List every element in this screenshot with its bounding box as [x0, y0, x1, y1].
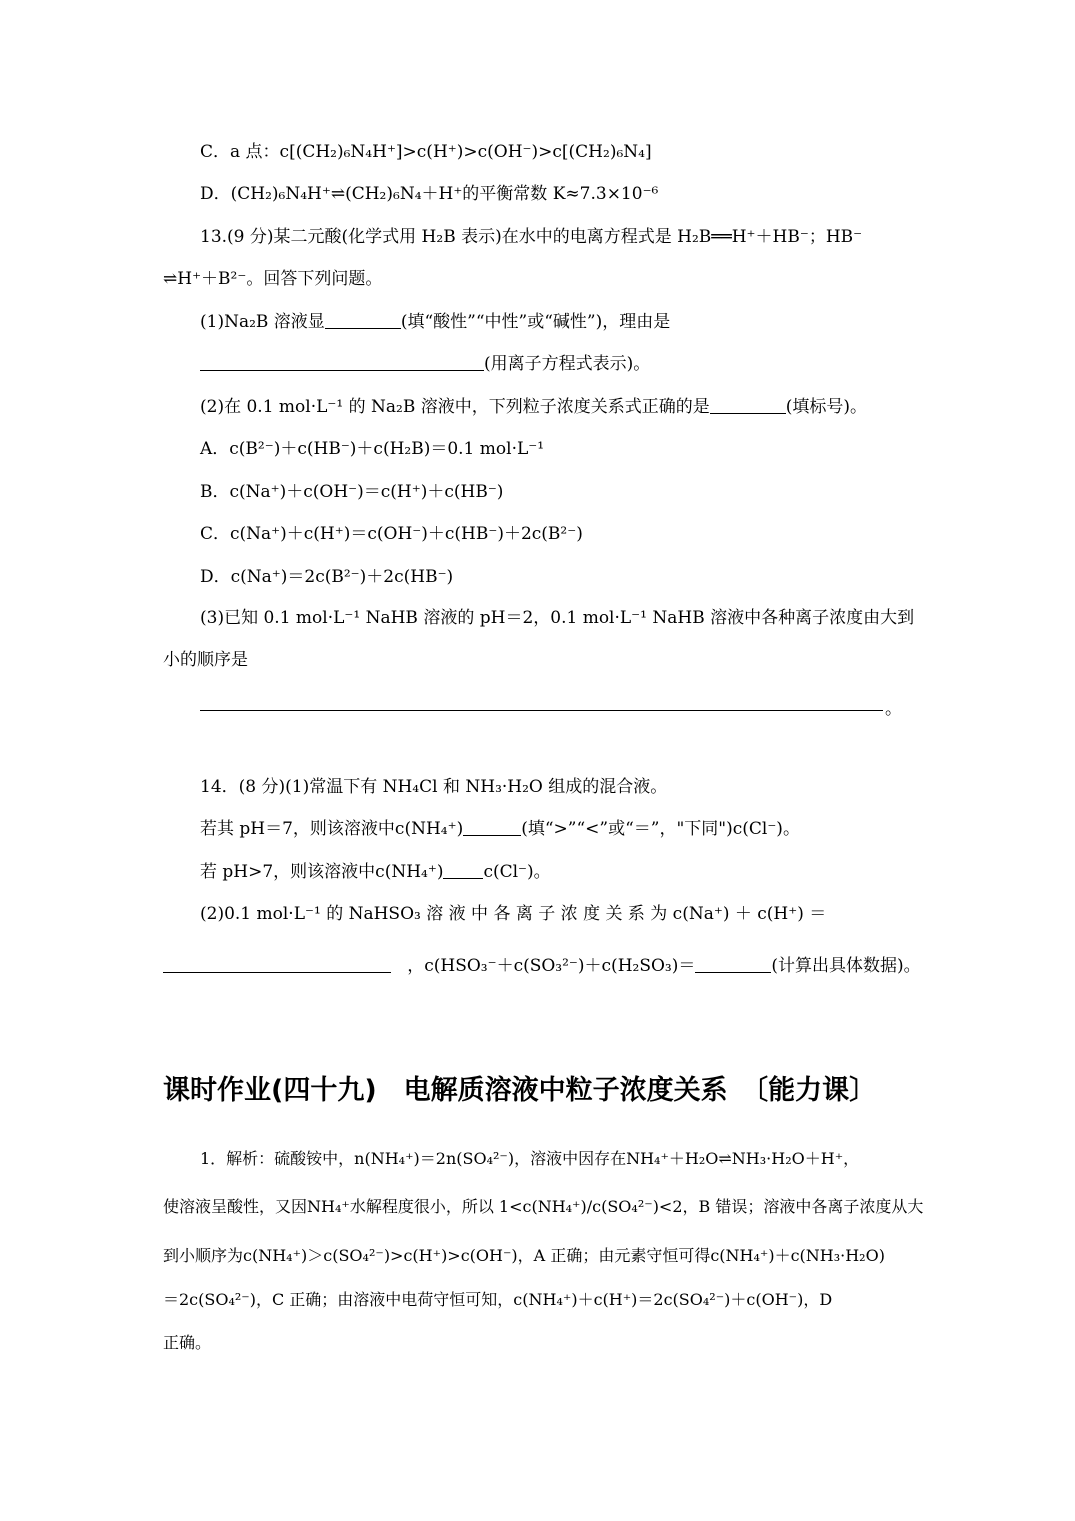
- answer-line-2: 使溶液呈酸性，又因NH₄⁺水解程度很小，所以 1<c(NH₄⁺)/c(SO₄²⁻)<2，B 错误；溶液中各离子浓度从大: [163, 1197, 924, 1216]
- section-heading: 课时作业(四十九) 电解质溶液中粒子浓度关系 〔能力课〕: [163, 1075, 877, 1106]
- question-13-part2: [200, 396, 867, 418]
- question-14-stem: 14．(8 分)(1)常温下有 NH₄Cl 和 NH₃·H₂O 组成的混合液。: [200, 777, 668, 797]
- text: (填标号)。: [785, 397, 867, 417]
- answer-blank: [463, 819, 521, 836]
- answer-blank: [710, 397, 786, 414]
- question-14-line3: [200, 861, 551, 883]
- question-13-stem-cont: ⇌H⁺＋B²⁻。回答下列问题。: [163, 269, 383, 289]
- text: (用离子方程式表示)。: [484, 354, 651, 374]
- option-d-q12: D．(CH₂)₆N₄H⁺⇌(CH₂)₆N₄＋H⁺的平衡常数 K≈7.3×10⁻⁶: [200, 184, 659, 204]
- answer-blank: [163, 956, 391, 973]
- option-b: B．c(Na⁺)＋c(OH⁻)＝c(H⁺)＋c(HB⁻): [200, 482, 504, 502]
- option-c-q12: C．a 点：c[(CH₂)₆N₄H⁺]>c(H⁺)>c(OH⁻)>c[(CH₂)₆N₄]: [200, 142, 652, 162]
- text: c(Cl⁻)。: [483, 862, 551, 882]
- question-13-part1-line2: [200, 353, 650, 375]
- text: (2)在 0.1 mol·L⁻¹ 的 Na₂B 溶液中，下列粒子浓度关系式正确的是: [200, 397, 710, 417]
- question-14-part2: (2)0.1 mol·L⁻¹ 的 NaHSO₃ 溶 液 中 各 离 子 浓 度 关 系 为 c(Na⁺) ＋ c(H⁺) ＝: [200, 904, 827, 924]
- text: (计算出具体数据)。: [771, 956, 921, 976]
- question-13-stem: 13.(9 分)某二元酸(化学式用 H₂B 表示)在水中的电离方程式是 H₂B══H⁺＋HB⁻；HB⁻: [200, 227, 863, 247]
- answer-line-5: 正确。: [163, 1333, 212, 1352]
- question-14-line2: [200, 818, 800, 840]
- period-mark: 。: [885, 699, 902, 719]
- text: ，c(HSO₃⁻＋c(SO₃²⁻)＋c(H₂SO₃)＝: [407, 956, 696, 976]
- answer-blank: [200, 354, 484, 371]
- question-13-part3: (3)已知 0.1 mol·L⁻¹ NaHB 溶液的 pH＝2，0.1 mol·L⁻¹ NaHB 溶液中各种离子浓度由大到: [200, 608, 915, 628]
- text: (1)Na₂B 溶液显: [200, 312, 325, 332]
- answer-blank: [325, 312, 401, 329]
- question-13-part1-line1: [200, 311, 670, 333]
- question-14-part2-cont: [163, 955, 921, 977]
- text: 若其 pH＝7，则该溶液中c(NH₄⁺): [200, 819, 464, 839]
- text: (填“>”“<”或“＝”，"下同")c(Cl⁻)。: [521, 819, 800, 839]
- option-c: C．c(Na⁺)＋c(H⁺)＝c(OH⁻)＋c(HB⁻)＋2c(B²⁻): [200, 524, 583, 544]
- text: (填“酸性”“中性”或“碱性”)，理由是: [400, 312, 671, 332]
- question-13-part3-cont: 小的顺序是: [163, 650, 248, 670]
- answer-blank: [443, 862, 483, 879]
- answer-line-3: 到小顺序为c(NH₄⁺)＞c(SO₄²⁻)>c(H⁺)>c(OH⁻)，A 正确；由元素守恒可得c(NH₄⁺)＋c(NH₃·H₂O): [163, 1246, 885, 1265]
- option-d: D．c(Na⁺)＝2c(B²⁻)＋2c(HB⁻): [200, 567, 454, 587]
- text: 若 pH>7，则该溶液中c(NH₄⁺): [200, 862, 444, 882]
- answer-line-4: ＝2c(SO₄²⁻)，C 正确；由溶液中电荷守恒可知，c(NH₄⁺)＋c(H⁺)＝2c(SO₄²⁻)＋c(OH⁻)，D: [163, 1290, 833, 1309]
- answer-blank: [695, 956, 771, 973]
- answer-line: [200, 710, 883, 711]
- option-a: A．c(B²⁻)＋c(HB⁻)＋c(H₂B)＝0.1 mol·L⁻¹: [200, 439, 545, 459]
- answer-line-1: 1．解析：硫酸铵中，n(NH₄⁺)＝2n(SO₄²⁻)，溶液中因存在NH₄⁺＋H₂O⇌NH₃·H₂O＋H⁺，: [200, 1149, 860, 1168]
